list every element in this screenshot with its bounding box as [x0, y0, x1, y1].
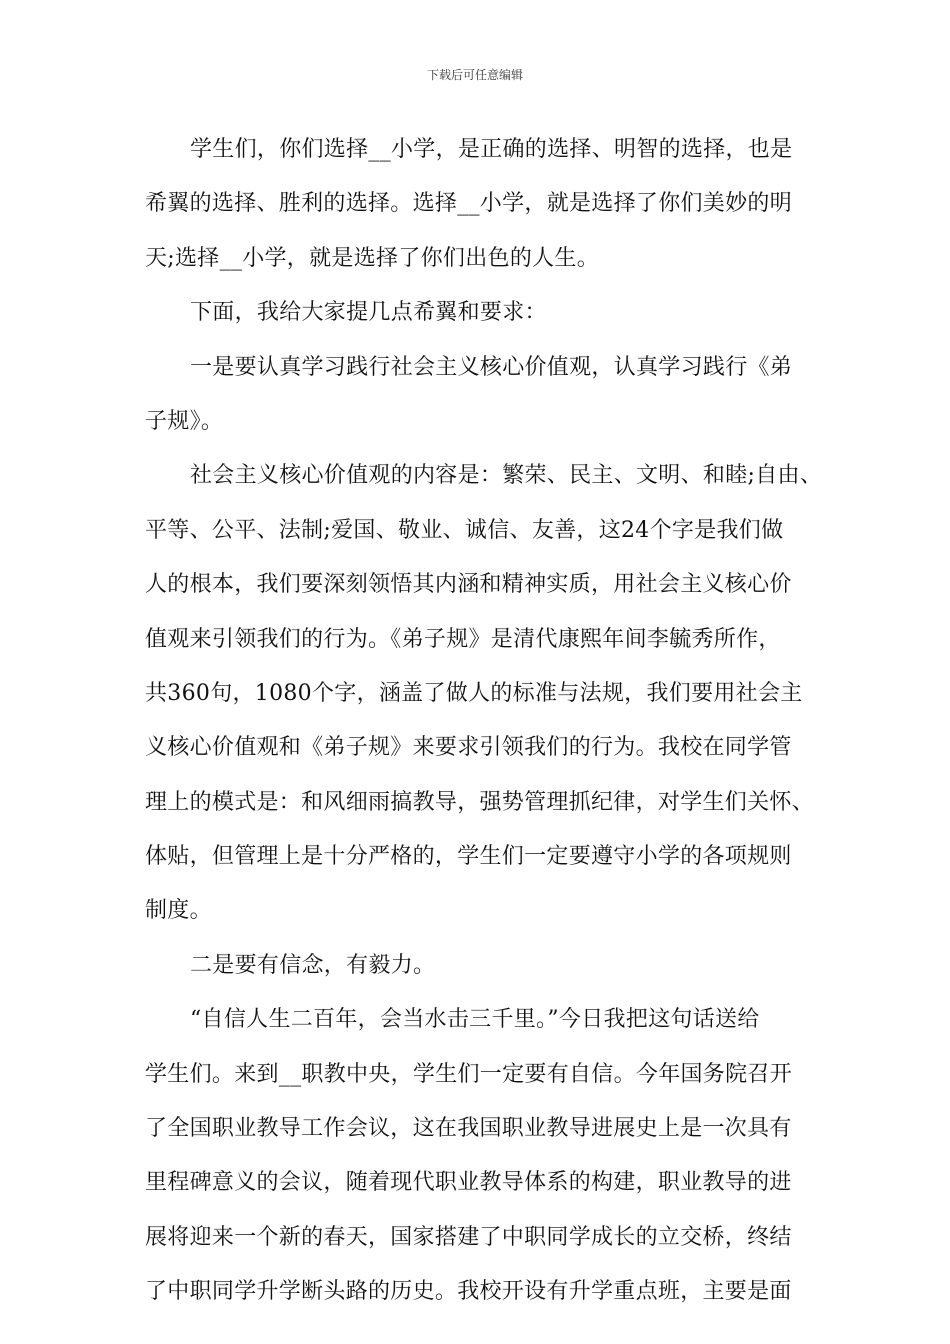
text-line: 制度。 [145, 898, 212, 924]
text-line: 二是要有信念，有毅力。 [190, 952, 436, 978]
page-header: 下载后可任意编辑 [426, 68, 523, 82]
text-line: 学生们。来到__职教中央，学生们一定要有自信。今年国务院召开 [145, 1061, 793, 1087]
text-line: 共360句，1080个字，涵盖了做人的标准与法规，我们要用社会主 [145, 680, 803, 706]
text-line: 里程碑意义的会议，随着现代职业教导体系的构建，职业教导的进 [145, 1170, 792, 1196]
document-body [145, 128, 825, 1325]
text-line: 值观来引领我们的行为。《弟子规》是清代康熙年间李毓秀所作， [145, 626, 781, 652]
text-line: 一是要认真学习践行社会主义核心价值观，认真学习践行《弟 [190, 354, 793, 380]
text-line: 平等、公平、法制;爱国、敬业、诚信、友善，这24个字是我们做 [145, 517, 784, 543]
text-line: 天;选择__小学，就是选择了你们出色的人生。 [145, 245, 600, 271]
text-line: 义核心价值观和《弟子规》来要求引领我们的行为。我校在同学管 [145, 735, 792, 761]
text-line: 了全国职业教导工作会议，这在我国职业教导进展史上是一次具有 [145, 1116, 792, 1142]
text-line: 下面，我给大家提几点希翼和要求： [190, 300, 547, 326]
text-line: “自信人生二百年，会当水击三千里。”今日我把这句话送给 [190, 1007, 760, 1033]
text-line: 理上的模式是：和风细雨搞教导，强势管理抓纪律，对学生们关怀、 [145, 789, 815, 815]
text-line: 社会主义核心价值观的内容是：繁荣、民主、文明、和睦;自由、 [190, 463, 823, 489]
text-line: 展将迎来一个新的春天，国家搭建了中职同学成长的立交桥，终结 [145, 1224, 792, 1250]
text-line: 子规》。 [145, 408, 224, 434]
text-line: 学生们，你们选择__小学，是正确的选择、明智的选择，也是 [190, 137, 793, 162]
text-line: 人的根本，我们要深刻领悟其内涵和精神实质，用社会主义核心价 [145, 572, 792, 598]
text-line: 体贴，但管理上是十分严格的，学生们一定要遵守小学的各项规则 [145, 844, 792, 870]
text-line: 了中职同学升学断头路的历史。我校开设有升学重点班，主要是面 [145, 1279, 792, 1305]
text-line: 希翼的选择、胜利的选择。选择__小学，就是选择了你们美妙的明 [145, 191, 793, 217]
